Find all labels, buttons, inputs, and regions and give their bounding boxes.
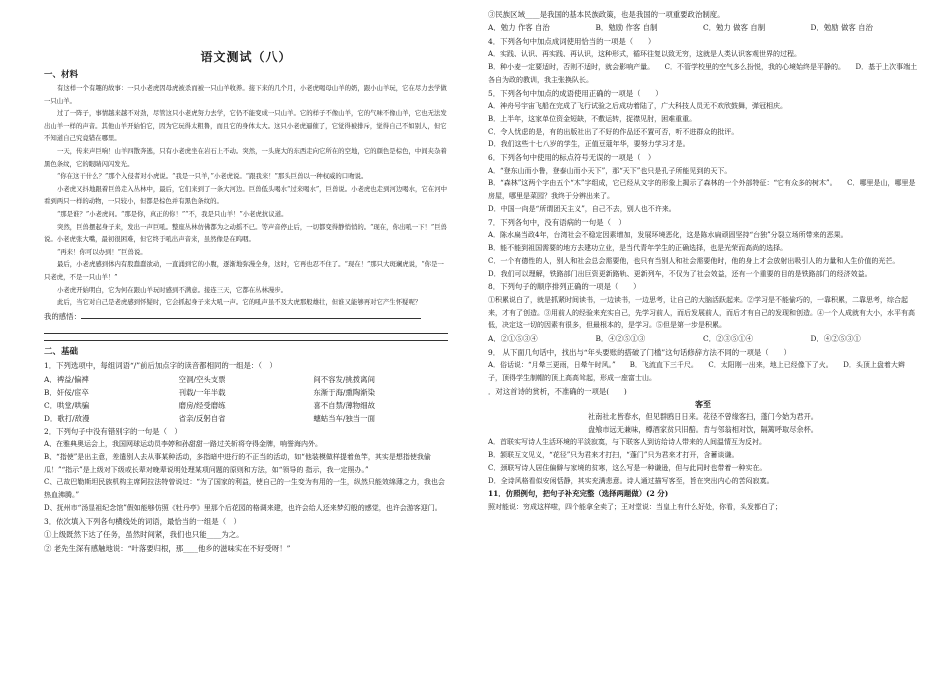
q1-option-a[interactable] (44, 373, 448, 386)
q7-option-a[interactable]: A．陈水扁当政4年，台湾社会不稳定因素增加，发展环境恶化，这是陈水扁顽固坚持“台独”分裂立场所带来的恶果。 (488, 231, 848, 240)
q1-option-text: 东渐于海/熏陶渐染 (313, 387, 375, 397)
material-paragraph: 此后，当它对自己是老虎感到怀疑时，它会抓起身子来大吼一声。它的吼声虽不及大虎那般雄壮，但谁又能够再对它产生怀疑呢？ (57, 298, 422, 307)
question-3: 3．依次填入下列各句横线处的词语，最恰当的一组是（ ） (44, 516, 241, 526)
q6-option-bc[interactable]: B．“森林”这两个字由五个“木”字组成，它已经从文字的形象上揭示了森林的一个外部特征：“它有众多的树木”。 C．哪里是山，哪里是房屋，哪里是菜园？我终于分辨出来了。 (488, 179, 916, 201)
question-4: 4．下列各句中加点成词使用恰当的一项是（ ） (488, 36, 656, 46)
question-11: 11．仿照例句，把句子补充完整（选择两题做）(2 分) (488, 489, 669, 499)
poem-line: 盘飧市远无兼味，樽酒家贫只旧醅。肯与邻翁相对饮，隔篱呼取尽余杯。 (587, 424, 818, 434)
q1-option-text: C．哄堂/哄骗 (44, 400, 90, 410)
q11-example: 照对能说：穷成这样啦，四个能拿全卖了；王对堂说：当皇上有什么好处，你看，头发都白了； (488, 502, 782, 511)
q8-option-c[interactable]: C．②③⑤①④ (703, 334, 753, 344)
q8-option-b[interactable]: B．④②⑤①③ (595, 334, 646, 344)
q3-item: ③民族区域____是我国的基本民族政策，也是我国的一项重要政治制度。 (488, 10, 725, 19)
q10-option-c[interactable]: C．颈联写诗人居住偏僻与家境的贫寒，这么写是一种谦逊，但与此同时也带着一种实在。 (488, 463, 767, 472)
q8-option-a[interactable]: A．②①⑤③④ (488, 334, 538, 344)
material-paragraph: “再来！你可以办到！”巨兽说。 (57, 247, 147, 256)
question-10: ．对这首诗的赏析，不准确的一项是( ) (488, 386, 627, 396)
q4-option-a[interactable]: A．实践、认识、再实践、再认识，这种形式，循环往复以致无穷，这就是人类认识客观世界的过程。 (488, 50, 802, 59)
q3-item: ② 老先生深有感触地说：“叶落要归根，那____他乡的滋味实在不好受呀！” (44, 543, 291, 553)
material-paragraph: 小老虎又抖地跟着巨兽走入丛林中，最后，它们来到了一条大河边。巨兽低头喝水“过来喝水”，巨兽说。小老虎也走到河边喝水，它在河中看到两只一样的动物，一只较小，但都是棕色并有黑色条纹的。 (44, 184, 447, 206)
question-8: 8．下列句子的顺序排列正确的一项是（ ） (488, 282, 641, 292)
q10-option-d[interactable]: D．全诗风格看似安闲恬静，其实充满悲意。诗人通过描写客至，旨在突出内心的苦闷寂寞。 (488, 476, 774, 485)
q8-options[interactable] (488, 332, 918, 345)
question-1: 1．下列选项中，每组词语“/”前后加点字的读音都相同的一组是：（ ） (44, 361, 277, 371)
q8-option-d[interactable]: D．④②⑤③① (810, 334, 861, 344)
poem-line: 社南社北皆春水，但见群鸥日日来。花径不曾缘客扫，蓬门今始为君开。 (587, 412, 818, 421)
q7-option-b[interactable]: B．能不能到祖国需要的地方去建功立业，是当代青年学生的正确选择，也是光荣而高尚的选择。 (488, 244, 788, 252)
q1-option-text: 蟪蛄当车/独当一面 (313, 413, 375, 423)
q2-option-d[interactable]: D、抚州市“汤显祖纪念馆”假如能够仿照《牡丹亭》里那个后花园的格调来建，也许会给人还来梦幻般的感觉，也许会游客迎门。 (44, 503, 442, 512)
q3-option-c[interactable]: C．勉力 做客 自制 (703, 23, 766, 33)
q10-option-b[interactable]: B．颔联互文见义，“花径”只为君来才打扫，“蓬门”只为君来才打开，含蓄谈谦。 (488, 450, 739, 459)
q9-options[interactable]: A．俗话说：“月晕三更雨，日晕午时风。” B．飞流直下三千尺。 C．太阳刚一出来，地上已经像下了火。 D．头顶上盘着大辫子，顶得学生制帽的顶上高高耸起，形成一座富士山。 (488, 361, 905, 382)
q1-option-text: 空洞/空头支票 (178, 374, 226, 384)
q5-option-b[interactable]: B．上半年，这家单位资金短缺，不敷运转，捉襟见肘，困难重重。 (488, 114, 697, 123)
answer-line[interactable] (44, 333, 448, 334)
material-paragraph: 一天，传来声巨响！山羊四散奔逃，只有小老虎坐在岩石上不动。突然，一头庞大的东西走向它所在的空地，它的颜色是棕色，中间夹杂着黑色条纹，它的眼睛闪闪发光。 (44, 146, 447, 168)
q5-option-c[interactable]: C．令人忧虑的是，有的出版社出了不好的作品还不置可否，听不进群众的批评。 (488, 127, 739, 136)
q5-option-d[interactable]: D．我们这些十七八岁的学生，正值豆蔻年华，要努力学习才是。 (488, 140, 690, 149)
q1-option-text: 间不容发/挑拨离间 (313, 374, 375, 384)
q1-option-text: 刊载/一年半载 (178, 387, 226, 397)
q1-option-c[interactable] (44, 399, 448, 412)
q2-option-a[interactable]: A、在雅典奥运会上，我国网球运动员李婷和孙甜甜一路过关斩将夺得金牌，响誉海内外。 (44, 439, 323, 448)
page-title: 语文测试（八） (200, 50, 292, 64)
question-5: 5．下列各句中加点的成语使用正确的一项是（ ） (488, 88, 663, 98)
q7-option-c[interactable]: C．一个有德性的人，别人和社会总会需要他，也只有当别人和社会需要他时，他的身上才会放射出吸引人的力量和人生价值的光芒。 (488, 256, 900, 265)
q2-option-b[interactable]: B、“指使”是出主意，差遣别人去从事某种活动，多指暗中进行的不正当的活动，如“他装模做样提着鱼竿，其实是想指使我偷瓜！”“指示”是上级对下级或长辈对晚辈说明处理某项问题的原则和方法，如“领导的 指示，我一定照办。” (44, 452, 431, 474)
q3-option-d[interactable]: D．勉励 做客 自治 (810, 23, 873, 33)
q6-option-d[interactable]: D．中国一向是“所谓团天主义”，自己不去，别人也不许来。 (488, 205, 676, 213)
q8-passage: ①积累说白了，就是抓紧时间读书，一边读书，一边思考，让自己的大脑活跃起来。②学习是不能偷巧的，一靠积累，二靠思考，综合起来，才有了创造。③用前人的经验来充实自己，先学习前人，而后发展前人，而后才有自己的发现和创造。④一个人成就有大小，水平有高低，决定这一切的因素有很多，但最根本的，是学习。⑤但是第一步是积累。 (488, 295, 915, 330)
material-paragraph: “那是谁？”小老虎问。“那是你，真正的你！”“不，我是只山羊！”小老虎抗议道。 (57, 209, 288, 218)
q1-option-b[interactable] (44, 386, 448, 399)
q3-option-a[interactable]: A．勉力 作客 自治 (488, 23, 550, 33)
q3-item: ①上级既然下达了任务，虽然时间紧，我们也只能____为之。 (44, 530, 244, 540)
q2-option-c[interactable]: C、己故巴勒斯坦民族机构主席阿拉法特曾说过：“为了国家的利益，使自己的一生变为有用的一生，纵然只能效绵薄之力，我也会热血沸腾。” (44, 478, 445, 500)
q3-option-b[interactable]: B．勉励 作客 自制 (595, 23, 658, 33)
reflection-prompt (44, 310, 448, 323)
material-paragraph: 有这样一个有趣的故事：一只小老虎因母虎被杀而被一只山羊收养。接下来的几个月，小老虎喝母山羊的奶，跟小山羊玩，它在尽力去学做一只山羊。 (44, 84, 447, 105)
question-7: 7．下列各句中，没有语病的一句是（ ） (488, 217, 626, 227)
material-paragraph: 过了一阵子，事情越来越不对劲，尽管这只小老虎努力去学，它仍不能变成一只山羊。它的样子不像山羊，它的气味不像山羊，它也无法发出山羊一样的声音。其他山羊开始怕它，因为它玩得太粗鲁，而且它的身体太大。这只小老虎逼催了，它觉得被排斥，觉得自己不如别人，但它不知道自己究竟错在哪里。 (44, 109, 447, 143)
material-paragraph: 小老虎开始明白，它为何在跟山羊玩时感到不满意。接连三天，它都在丛林漫步。 (57, 285, 288, 294)
q1-option-text: 喜不自禁/薄物细故 (313, 400, 375, 410)
q10-option-a[interactable]: A．首联实写诗人生活环境的平淡寂寞，与下联客人到访给诗人带来的人间温情互为反衬。 (488, 438, 767, 447)
q1-option-text: D．歌打/敌漫 (44, 413, 90, 423)
q1-option-text: 省亲/反躬自省 (178, 413, 226, 423)
material-paragraph: 突然，巨兽摆起身子来，发出一声巨吼。整座丛林仿佛都为之动摇不已。等声音停止后，一切都变得静悄悄的。“现在，你出吼一下！”巨兽说。小老虎张大嘴，最初很困难，但它终于吼出声音来，虽然像是在呜咽。 (44, 222, 447, 244)
question-9: 9． 从下面几句话中，找出与“年头要账的搭破了门槛”这句话修辞方法不同的一项是（ ） (488, 347, 791, 357)
poem-title: 客至 (695, 399, 711, 409)
q1-option-text: 磨房/经受磨练 (178, 400, 226, 410)
q3-options[interactable] (488, 21, 918, 34)
section-header-material: 一、材料 (44, 70, 79, 80)
reflection-answer-line[interactable] (81, 318, 421, 319)
q1-option-text: A．裨益/偏裨 (44, 374, 89, 384)
q6-option-a[interactable]: A．“登东山而小鲁，登泰山而小天下”，那“天下”也只是孔子所能见到的天下。 (488, 166, 732, 175)
q7-option-d[interactable]: D．我们可以理解，铁路部门出巨资更新路轨、更新列车，不仅为了社会效益，还有一个重要的目的是铁路部门的经济效益。 (488, 269, 872, 278)
reflection-label: 我的感悟： (44, 311, 81, 321)
left-column (44, 0, 448, 555)
section-header-basics: 二、基础 (44, 347, 79, 358)
section-divider (44, 340, 448, 341)
q1-option-text: B．奸佞/宦卒 (44, 387, 89, 397)
q1-option-d[interactable] (44, 412, 448, 425)
question-6: 6．下列各句中使用的标点符号无误的一项是（ ） (488, 153, 656, 163)
question-2: 2．下列句子中没有错别字的一句是（ ） (44, 426, 182, 436)
material-paragraph: “你在这干什么？”那个入侵者对小虎说。“我是一只羊，”小老虎说。“跟我来！”那头巨兽以一种权威的口吻说。 (57, 172, 368, 181)
right-column (488, 8, 918, 514)
q4-option-bcd[interactable]: B．种小麦一定要适时，否则不适时，就会影响产量。 C．不管学校里的空气多么扮悦，我的心境始终是平静的。 D．基于上次事端土各自为政的教训，我主张换队长。 (488, 63, 918, 84)
material-paragraph: 最后，小老虎感到体内有股蠢蠢欲动，一直涌到它的小腹，逐渐地弥漫全身，这时，它再也忍不住了。“现在！”那只大斑斓虎说，“你是一只老虎，不是一只山羊！” (44, 260, 444, 281)
q5-option-a[interactable]: A．神舟号宇宙飞船在完成了飞行试验之后成功着陆了，广大科技人员无不欢欣鼓舞，弹冠相庆。 (488, 102, 788, 111)
